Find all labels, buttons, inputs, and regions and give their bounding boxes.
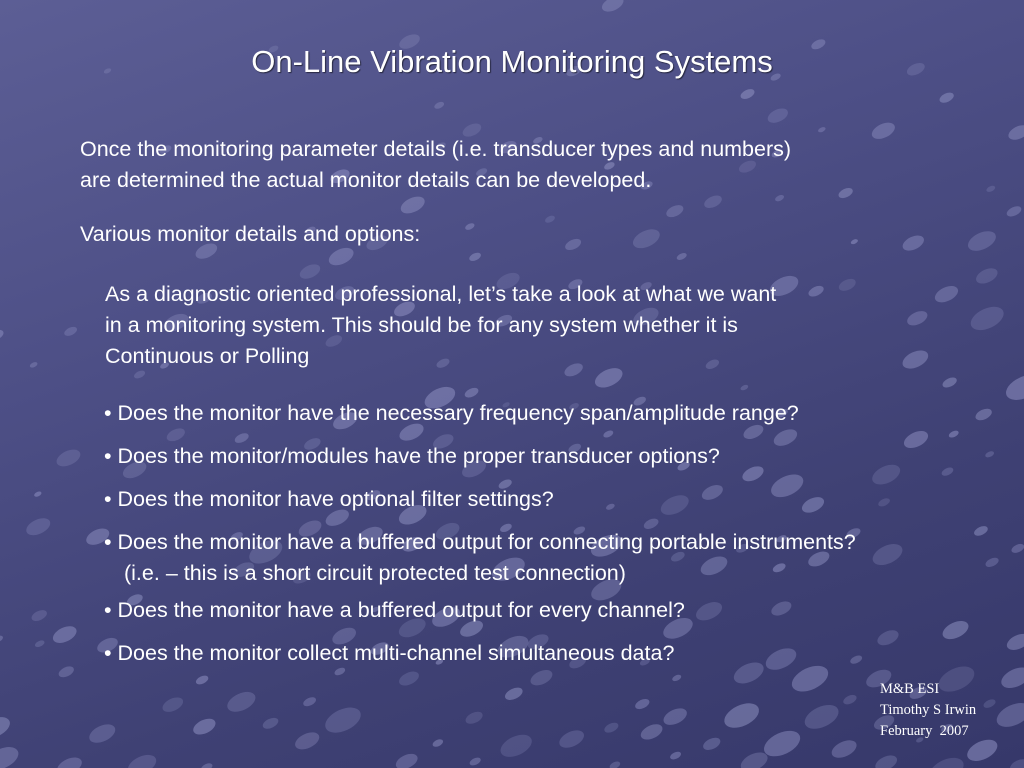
- background-dot: [807, 284, 825, 299]
- background-dot: [54, 446, 83, 470]
- background-dot: [1005, 204, 1023, 218]
- background-dot: [948, 429, 960, 439]
- background-dot: [669, 750, 682, 761]
- question-item: [104, 527, 856, 589]
- background-dot: [998, 663, 1024, 692]
- background-dot: [261, 716, 280, 731]
- background-dot: [671, 673, 682, 682]
- question-text: • Does the monitor/modules have the proper transducer options?: [104, 444, 720, 468]
- background-dot: [974, 265, 1000, 287]
- background-dot: [900, 232, 926, 253]
- background-dot: [634, 697, 651, 711]
- background-dot: [993, 698, 1024, 732]
- background-dot: [765, 106, 790, 126]
- background-dot: [974, 406, 994, 422]
- background-dot: [224, 688, 258, 716]
- background-dot: [528, 667, 555, 689]
- background-dot: [1010, 542, 1024, 555]
- question-text: • Does the monitor collect multi-channel simultaneous data?: [104, 641, 675, 665]
- background-dot: [195, 674, 210, 686]
- background-dot: [869, 461, 903, 489]
- background-dot: [905, 308, 930, 328]
- diagnostic-paragraph: [105, 279, 776, 372]
- background-dot: [837, 186, 854, 200]
- background-dot: [125, 751, 159, 768]
- background-dot: [701, 735, 722, 752]
- options-heading: Various monitor details and options:: [80, 222, 421, 246]
- footer-date: February 2007: [880, 723, 969, 739]
- background-dot: [191, 716, 218, 738]
- background-dot: [200, 762, 214, 768]
- background-dot: [842, 693, 858, 706]
- slide-title: On-Line Vibration Monitoring Systems: [251, 44, 773, 79]
- background-dot: [877, 497, 891, 508]
- question-item: [104, 441, 856, 472]
- background-dot: [321, 702, 364, 737]
- background-dot: [468, 756, 481, 767]
- background-dot: [464, 222, 475, 231]
- intro-paragraph: [80, 134, 791, 196]
- background-dot: [557, 727, 587, 752]
- background-dot: [1006, 122, 1024, 143]
- background-dot: [932, 283, 960, 306]
- background-dot: [941, 375, 958, 389]
- question-text: • Does the monitor have a buffered output for every channel?: [104, 598, 685, 622]
- background-dot: [973, 524, 990, 538]
- background-dot: [869, 119, 897, 142]
- question-subnote: (i.e. – this is a short circuit protected test connection): [124, 561, 626, 585]
- background-dot: [873, 752, 900, 768]
- question-text: • Does the monitor have a buffered output for connecting portable instruments?: [104, 530, 856, 554]
- background-dot: [54, 754, 84, 768]
- intro-line: are determined the actual monitor details can be developed.: [80, 168, 652, 192]
- background-dot: [630, 225, 663, 252]
- diagnostic-line: in a monitoring system. This should be for any system whether it is: [105, 313, 738, 337]
- background-dot: [982, 698, 997, 710]
- background-dot: [29, 361, 38, 369]
- background-dot: [739, 87, 756, 101]
- background-dot: [50, 623, 79, 647]
- background-dot: [661, 705, 690, 728]
- footer-author: Timothy S Irwin: [880, 702, 977, 718]
- background-dot: [30, 608, 49, 623]
- background-dot: [850, 238, 859, 245]
- background-dot: [901, 428, 930, 452]
- question-item: [104, 638, 856, 669]
- diagnostic-line: Continuous or Polling: [105, 344, 310, 368]
- background-dot: [720, 698, 762, 732]
- background-dot: [563, 237, 582, 253]
- background-dot: [397, 669, 421, 689]
- background-dot: [464, 709, 485, 726]
- background-dot: [544, 214, 556, 224]
- question-item: [104, 398, 856, 429]
- background-dot: [801, 700, 842, 734]
- background-dot: [468, 251, 482, 263]
- diagnostic-line: As a diagnostic oriented professional, let’s take a look at what we want: [105, 282, 777, 306]
- background-dot: [940, 617, 972, 643]
- background-dot: [497, 730, 535, 761]
- background-dot: [600, 0, 626, 15]
- background-dot: [875, 627, 901, 648]
- background-dot: [86, 721, 118, 747]
- background-dot: [1002, 370, 1024, 405]
- background-dot: [0, 328, 5, 343]
- background-dot: [1004, 631, 1024, 654]
- background-dot: [603, 721, 620, 735]
- background-dot: [869, 540, 905, 570]
- background-dot: [638, 721, 665, 743]
- background-dot: [985, 185, 996, 194]
- background-dot: [926, 753, 968, 768]
- background-dot: [398, 193, 427, 217]
- background-dot: [57, 664, 76, 679]
- background-dot: [938, 91, 955, 105]
- background-dot: [160, 695, 185, 715]
- footer-org: M&B ESI: [880, 681, 940, 697]
- background-dot: [34, 639, 46, 648]
- background-dot: [24, 515, 53, 539]
- background-dot: [0, 713, 13, 743]
- background-dot: [676, 252, 688, 262]
- background-dot: [965, 227, 999, 255]
- background-dot: [817, 126, 826, 133]
- question-text: • Does the monitor have the necessary frequency span/amplitude range?: [104, 401, 799, 425]
- background-dot: [33, 490, 42, 497]
- background-dot: [984, 450, 995, 459]
- background-dot: [433, 100, 445, 110]
- question-list: [104, 398, 856, 669]
- background-dot: [740, 384, 749, 392]
- background-dot: [837, 276, 858, 293]
- author-footer: [880, 679, 976, 742]
- background-dot: [900, 347, 931, 373]
- background-dot: [292, 729, 321, 753]
- background-dot: [63, 325, 79, 338]
- background-dot: [302, 695, 318, 708]
- background-dot: [0, 742, 22, 768]
- question-item: [104, 484, 856, 515]
- background-dot: [608, 760, 621, 768]
- question-item: [104, 595, 856, 626]
- intro-line: Once the monitoring parameter details (i.e. transducer types and numbers): [80, 137, 792, 161]
- background-dot: [664, 203, 685, 220]
- background-dot: [0, 634, 4, 643]
- question-text: • Does the monitor have optional filter settings?: [104, 487, 554, 511]
- background-dot: [431, 738, 444, 749]
- background-dot: [984, 556, 1000, 569]
- background-dot: [1008, 757, 1024, 768]
- background-dot: [967, 302, 1007, 335]
- background-dot: [940, 466, 954, 478]
- background-dot: [829, 737, 859, 762]
- background-dot: [503, 685, 524, 702]
- background-dot: [393, 751, 420, 768]
